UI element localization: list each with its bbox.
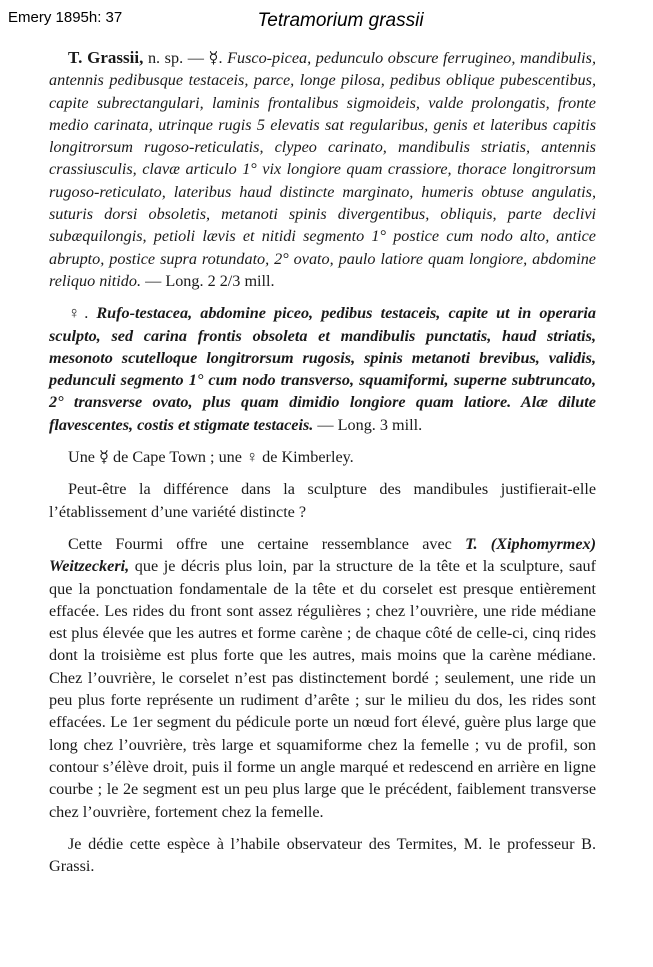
female-latin-description: Rufo-testacea, abdomine piceo, pedibus testaceis, capite ut in operaria sculpto, sed carina frontis obsoleta et mandibulis punctatis, haud striatis, mesonoto scutelloque longitrorsum rugosis, spinis metanoti brevibus, validis, pedunculi segmento 1° cum nodo transverso, squamiformi, superne subtruncato, 2° transverse ovato, plus quam dimidio longiore quam latiore. Alæ dilute flavescentes, costis et stigmate testaceis.: [49, 304, 596, 434]
dedication-paragraph: Je dédie cette espèce à l’habile observateur des Termites, M. le professeur B. Grassi.: [49, 834, 596, 876]
worker-length: — Long. 2 2/3 mill.: [145, 271, 275, 290]
female-symbol: ♀.: [68, 304, 89, 323]
worker-symbol: ☿.: [208, 49, 223, 67]
comparison-body: que je décris plus loin, par la structure de la tête et la sculpture, sauf que la ponctuation fondamentale de la tête et du corselet est presque entièrement effacée. Les rides du front sont assez régulières ; chez l’ouvrière, une ride médiane est plus élevée que les autres et forme carène ; de chaque côté de celle-ci, cinq rides dont la troisième est plus forte que les autres, mais moins que la carène médiane. Chez l’ouvrière, le corselet n’est pas distinctement bordé ; seulement, une ride un peu plus forte représente un rudiment d’arête ; sur le milieu du dos, les rides sont effacées. Le 1er segment du pédicule porte un nœud fort élevé, guère plus large que long chez l’ouvrière, très large et squamiforme chez la femelle ; vu de profil, son contour s’élève droit, puis il forme un angle marqué et redescend en arrière en ligne courbe ; le 2e segment est un peu plus large que le précédent, faiblement transverse chez l’ouvrière, fortement chez la femelle.: [49, 557, 596, 821]
female-description-paragraph: [49, 302, 596, 436]
document-body: [49, 47, 596, 877]
species-name: T. Grassii,: [68, 48, 144, 67]
comparison-species: T. (Xiphomyrmex) Weitzeckeri,: [49, 534, 597, 576]
species-status: n. sp. —: [147, 49, 204, 67]
worker-latin-description: Fusco-picea, pedunculo obscure ferrugineo, mandibulis, antennis pedibusque testaceis, parce, longe pilosa, pedibus oblique pubescentibus, capite subrectangulari, laminis frontalibus sigmoideis, valde prolongatis, fronte medio carinata, utrinque rugis 5 elevatis sat regularibus, genis et lateribus capitis longitrorsum rugoso-reticulatis, clypeo carinato, mandibulis striatis, antennis crassiusculis, clavæ articulo 1° vix longiore quam crassiore, thorace longitrorsum rugoso-reticulato, lateribus haud distincte marginato, humeris obtuse angulatis, suturis dorsi obsoletis, metanoti spinis divergentibus, obliquis, parte declivi subæquilongis, petioli lævis et nitidi segmento 1° postice cum nodo alto, antice abrupto, postice supra rotundato, 2° ovato, paulo latiore quam longiore, abdomine reliquo nitido.: [49, 49, 597, 290]
comparison-paragraph: [49, 533, 596, 823]
page-title: Tetramorium grassii: [257, 10, 424, 31]
female-length: — Long. 3 mill.: [317, 415, 423, 434]
worker-description-paragraph: [49, 47, 596, 292]
variety-note-paragraph: Peut-être la différence dans la sculpture des mandibules justifierait-elle l’établissement d’une variété distincte ?: [49, 480, 596, 521]
page-reference: Emery 1895h: 37: [8, 9, 123, 26]
comparison-intro: Cette Fourmi offre une certaine ressemblance avec: [68, 534, 452, 553]
localities-paragraph: Une ☿ de Cape Town ; une ♀ de Kimberley.: [68, 448, 354, 467]
